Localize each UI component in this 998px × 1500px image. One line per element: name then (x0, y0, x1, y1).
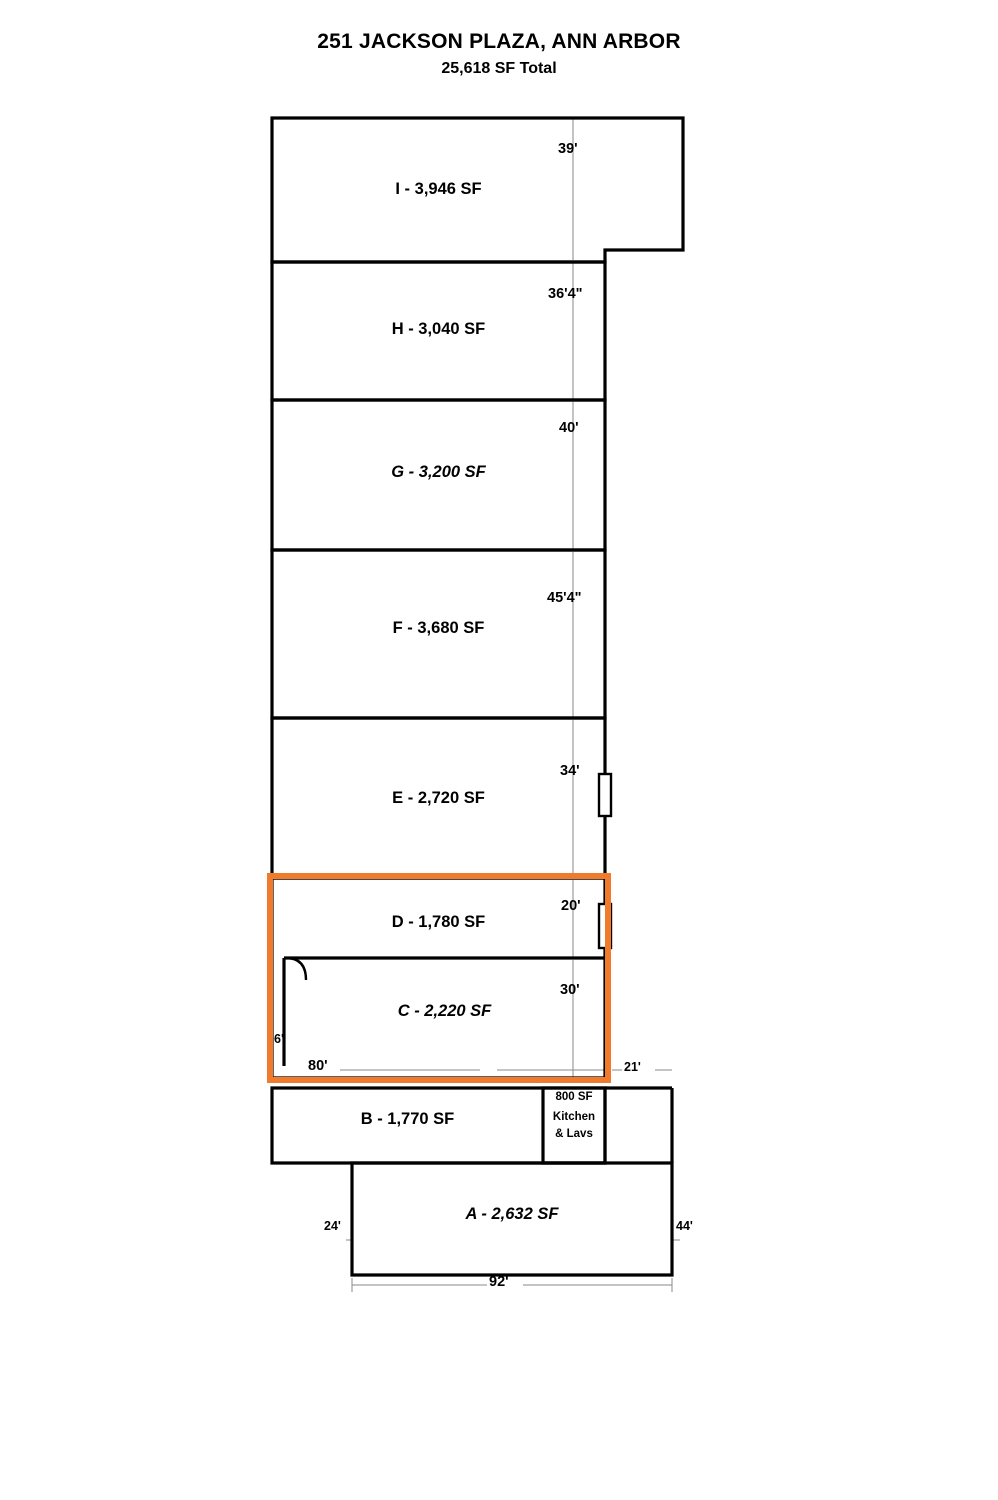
dimension-21ft: 21' (624, 1060, 641, 1074)
unit-label-I: I - 3,946 SF (395, 180, 482, 198)
unit-label-B: B - 1,770 SF (360, 1110, 455, 1128)
dimension-G-depth: 40' (559, 420, 579, 436)
dimension-H-depth: 36'4" (548, 286, 583, 302)
page-subtitle: 25,618 SF Total (441, 60, 557, 77)
highlight-rect-cd (270, 876, 608, 1080)
dimension-6ft: 6' (274, 1032, 284, 1046)
dimension-80ft: 80' (308, 1058, 328, 1074)
kitchen-label-line1: Kitchen (552, 1111, 596, 1123)
dimension-44ft: 44' (676, 1219, 693, 1233)
dimension-92ft: 92' (489, 1274, 509, 1290)
dimension-E-depth: 34' (560, 763, 580, 779)
dimension-F-depth: 45'4" (547, 590, 582, 606)
building-outline (272, 118, 683, 1275)
kitchen-label-line2: & Lavs (555, 1128, 593, 1140)
unit-label-F: F - 3,680 SF (392, 619, 485, 637)
page-title: 251 JACKSON PLAZA, ANN ARBOR (317, 30, 681, 53)
unit-label-E: E - 2,720 SF (392, 789, 485, 807)
unit-label-D: D - 1,780 SF (391, 913, 486, 931)
dimension-C-depth: 30' (560, 982, 580, 998)
dimension-D-depth: 20' (561, 898, 581, 914)
door-swing-icon (284, 958, 306, 980)
unit-label-H: H - 3,040 SF (391, 320, 486, 338)
dimension-24ft: 24' (324, 1219, 341, 1233)
unit-label-C: C - 2,220 SF (397, 1002, 492, 1020)
dimension-I-depth: 39' (558, 141, 578, 157)
kitchen-area-label: 800 SF (555, 1091, 593, 1103)
unit-label-G: G - 3,200 SF (391, 463, 486, 481)
unit-label-A: A - 2,632 SF (465, 1205, 559, 1223)
